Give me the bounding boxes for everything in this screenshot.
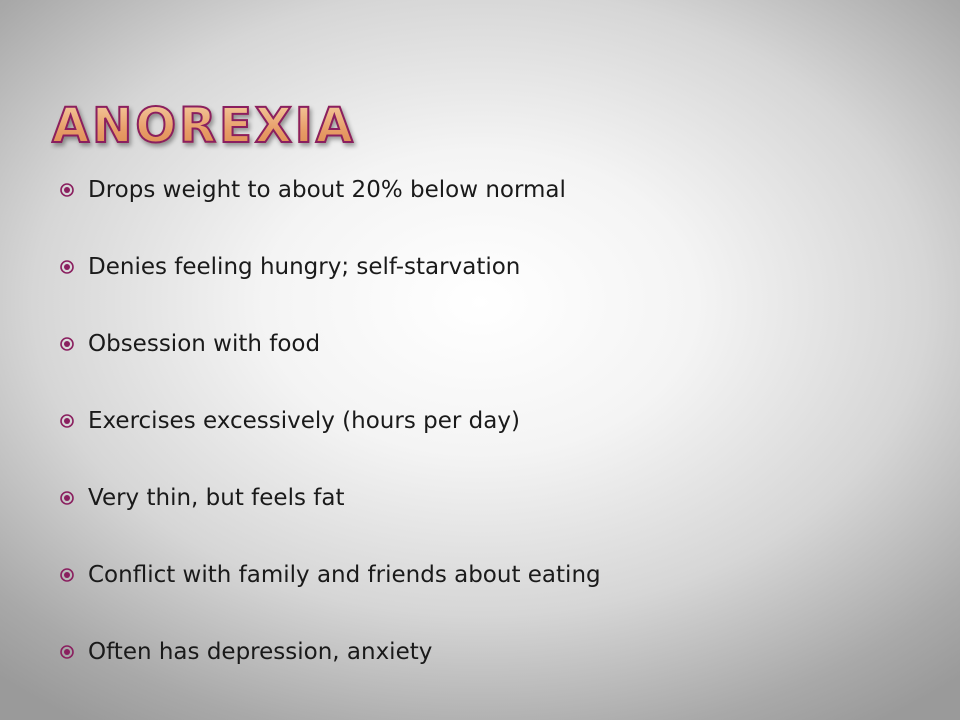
circled-dot-icon <box>60 183 74 197</box>
list-item <box>60 324 601 364</box>
circled-dot-icon <box>60 568 74 582</box>
list-item <box>60 478 601 518</box>
list-item <box>60 555 601 595</box>
bullet-text: Drops weight to about 20% below normal <box>88 177 566 203</box>
bullet-text: Very thin, but feels fat <box>88 485 345 511</box>
bullet-text: Often has depression, anxiety <box>88 639 433 665</box>
circled-dot-icon <box>60 414 74 428</box>
bullet-text: Conflict with family and friends about eating <box>88 562 601 588</box>
bullet-list <box>60 170 601 709</box>
slide-title: ANOREXIA <box>52 98 356 154</box>
circled-dot-icon <box>60 645 74 659</box>
list-item <box>60 247 601 287</box>
list-item <box>60 632 601 672</box>
bullet-text: Exercises excessively (hours per day) <box>88 408 520 434</box>
circled-dot-icon <box>60 491 74 505</box>
circled-dot-icon <box>60 337 74 351</box>
circled-dot-icon <box>60 260 74 274</box>
bullet-text: Obsession with food <box>88 331 321 357</box>
bullet-text: Denies feeling hungry; self-starvation <box>88 254 521 280</box>
list-item <box>60 401 601 441</box>
list-item <box>60 170 601 210</box>
